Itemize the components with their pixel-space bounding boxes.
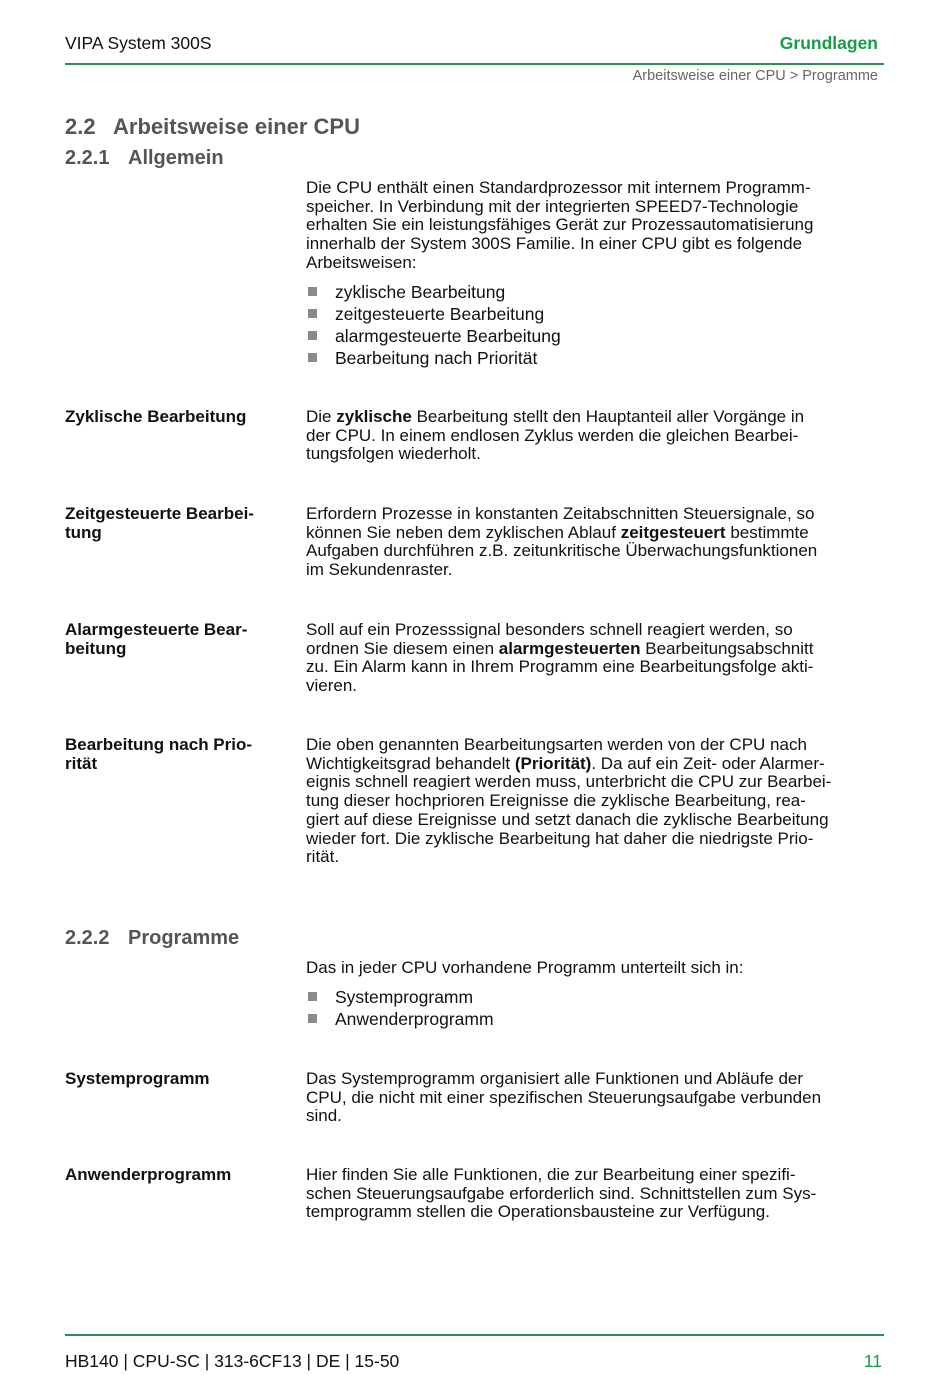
zeitgesteuert-text: Erfordern Prozesse in konstanten Zeitabschnitten Steuersignale, so können Sie neben dem zyklischen Ablauf zeitgesteuert bestimmte Aufgaben durchführen z.B. zeitunkritische Überwachungsfunktionen im Sekundenraster. <box>306 504 818 580</box>
footer-rule <box>65 1334 884 1336</box>
list-item: Anwenderprogramm <box>306 1008 866 1030</box>
square-bullet-icon <box>308 1014 317 1023</box>
document-title: VIPA System 300S <box>65 33 212 53</box>
anwenderprogramm-text: Hier finden Sie alle Funktionen, die zur Bearbeitung einer spezifi- schen Steuerungsaufgabe erforderlich sind. Schnittstellen zum Sys- temprogramm stellen die Operationsbausteine zur Verfügung. <box>306 1165 817 1222</box>
square-bullet-icon <box>308 309 317 318</box>
subsection-title: Programme <box>128 927 240 949</box>
margin-label-prioritaet: Bearbeitung nach Prio- rität <box>65 735 253 773</box>
margin-label-zeitgesteuert: Zeitgesteuerte Bearbei- tung <box>65 504 254 542</box>
list-item: alarmgesteuerte Bearbeitung <box>306 325 866 347</box>
list-item: Systemprogramm <box>306 986 866 1008</box>
square-bullet-icon <box>308 353 317 362</box>
header-rule <box>65 63 884 65</box>
prioritaet-text: Die oben genannten Bearbeitungsarten werden von der CPU nach Wichtigkeitsgrad behandelt (Priorität). Da auf ein Zeit- oder Alarmer- eignis schnell reagiert werden muss, unterbricht die CPU zur Bearbei- tung dieser hochprioren Ereignisse die zyklische Bearbeitung, rea- giert auf diese Ereignisse und setzt danach die zyklische Bearbeitung wieder fort. Die zyklische Bearbeitung hat daher die niedrigste Prio- rität. <box>306 735 832 867</box>
page-number: 11 <box>863 1351 882 1371</box>
section-heading <box>65 114 360 140</box>
arbeitsweisen-list <box>306 281 866 369</box>
subsection-heading-programme <box>65 927 239 950</box>
chapter-title: Grundlagen <box>779 33 878 53</box>
margin-label-alarmgesteuert: Alarmgesteuerte Bear- beitung <box>65 620 248 658</box>
section-number: 2.2 <box>65 114 96 139</box>
subsection-number: 2.2.2 <box>65 927 110 949</box>
section-title: Arbeitsweise einer CPU <box>113 114 360 139</box>
square-bullet-icon <box>308 992 317 1001</box>
list-item: zyklische Bearbeitung <box>306 281 866 303</box>
allgemein-intro: Die CPU enthält einen Standardprozessor mit internem Programm- speicher. In Verbindung mit der integrierten SPEED7-Technologie erhalten Sie ein leistungsfähiges Gerät zur Prozessautomatisierung innerhalb der System 300S Familie. In einer CPU gibt es folgende Arbeitsweisen: <box>306 178 814 272</box>
subsection-number: 2.2.1 <box>65 147 110 169</box>
subsection-heading-allgemein <box>65 147 224 170</box>
square-bullet-icon <box>308 287 317 296</box>
footer-doc-ref: HB140 | CPU-SC | 313-6CF13 | DE | 15-50 <box>65 1351 400 1371</box>
subsection-title: Allgemein <box>128 147 224 169</box>
square-bullet-icon <box>308 331 317 340</box>
systemprogramm-text: Das Systemprogramm organisiert alle Funktionen und Abläufe der CPU, die nicht mit einer spezifischen Steuerungsaufgabe verbunden sind. <box>306 1069 822 1126</box>
alarmgesteuert-text: Soll auf ein Prozesssignal besonders schnell reagiert werden, so ordnen Sie diesem einen alarmgesteuerten Bearbeitungsabschnitt zu. Ein Alarm kann in Ihrem Programm eine Bearbeitungsfolge akti- vieren. <box>306 620 814 696</box>
breadcrumb: Arbeitsweise einer CPU > Programme <box>632 68 878 84</box>
margin-label-zyklisch: Zyklische Bearbeitung <box>65 407 247 426</box>
list-item: zeitgesteuerte Bearbeitung <box>306 303 866 325</box>
margin-label-systemprogramm: Systemprogramm <box>65 1069 210 1088</box>
list-item: Bearbeitung nach Priorität <box>306 347 866 369</box>
zyklisch-text: Die zyklische Bearbeitung stellt den Hauptanteil aller Vorgänge in der CPU. In einem endlosen Zyklus werden die gleichen Bearbei- tungsfolgen wiederholt. <box>306 407 805 464</box>
margin-label-anwenderprogramm: Anwenderprogramm <box>65 1165 232 1184</box>
programme-intro: Das in jeder CPU vorhandene Programm unterteilt sich in: <box>306 958 744 977</box>
programme-list <box>306 986 866 1030</box>
